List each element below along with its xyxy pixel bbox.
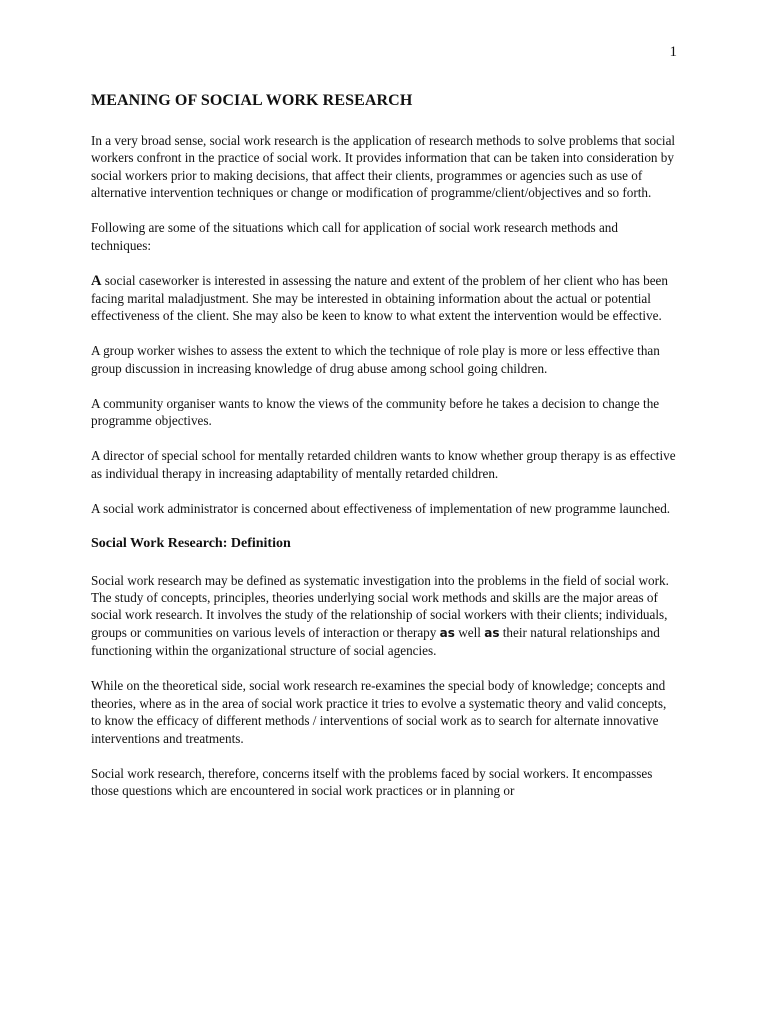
definition-as-word-2: as — [484, 625, 500, 640]
caseworker-paragraph — [91, 272, 679, 325]
definition-heading: Social Work Research: Definition — [91, 535, 291, 551]
definition-as-word-1: as — [439, 625, 455, 640]
definition-text-part1: Social work research may be defined as systematic investigation into the problems in the field of social work. The study of concepts, principles, theories underlying social work methods and skills are the major areas of social work research. It involves the study of the relationship of social workers with their clients; individuals, groups or communities on various levels of interaction or therapy — [91, 572, 669, 640]
caseworker-text: social caseworker is interested in assessing the nature and extent of the problem of her client who has been facing marital maladjustment. She may be interested in obtaining information about the actual or potential effectiveness of the client. She may also be keen to know to what extent the intervention would be effective. — [91, 272, 668, 324]
therefore-paragraph: Social work research, therefore, concerns itself with the problems faced by social workers. It encompasses those questions which are encountered in social work practices or in planning or — [91, 765, 653, 798]
situations-lead-paragraph: Following are some of the situations which call for application of social work research methods and techniques: — [91, 220, 618, 253]
theoretical-paragraph: While on the theoretical side, social work research re-examines the special body of knowledge; concepts and theories, where as in the area of social work practice it tries to evolve a systematic theory and valid concepts, to know the efficacy of different methods / interventions of social work as to search for alternate innovative interventions and treatments. — [91, 678, 667, 746]
community-organiser-paragraph: A community organiser wants to know the views of the community before he takes a decision to change the programme objectives. — [91, 395, 660, 429]
administrator-paragraph: A social work administrator is concerned about effectiveness of implementation of new programme launched. — [91, 500, 671, 516]
definition-text-part2: their natural relationships and functioning within the organizational structure of social agencies. — [91, 624, 660, 659]
group-worker-paragraph: A group worker wishes to assess the extent to which the technique of role play is more or less effective than group discussion in increasing knowledge of drug abuse among school going children. — [91, 343, 660, 376]
intro-paragraph: In a very broad sense, social work research is the application of research methods to solve problems that social workers confront in the practice of social work. It provides information that can be taken into consideration by social workers prior to making decisions, that affect their clients, programmes or agencies such as use of alternative intervention techniques or change or modification of programme/client/objectives and so forth. — [91, 133, 676, 201]
page-number: 1 — [669, 44, 677, 60]
document-body — [91, 90, 679, 817]
director-paragraph: A director of special school for mentally retarded children wants to know whether group therapy is as effective as individual therapy in increasing adaptability of mentally retarded children. — [91, 448, 676, 481]
definition-paragraph — [91, 572, 679, 660]
document-title: MEANING OF SOCIAL WORK RESEARCH — [91, 92, 413, 109]
definition-text-mid: well — [454, 624, 485, 640]
caseworker-lead-letter: A — [91, 272, 102, 289]
